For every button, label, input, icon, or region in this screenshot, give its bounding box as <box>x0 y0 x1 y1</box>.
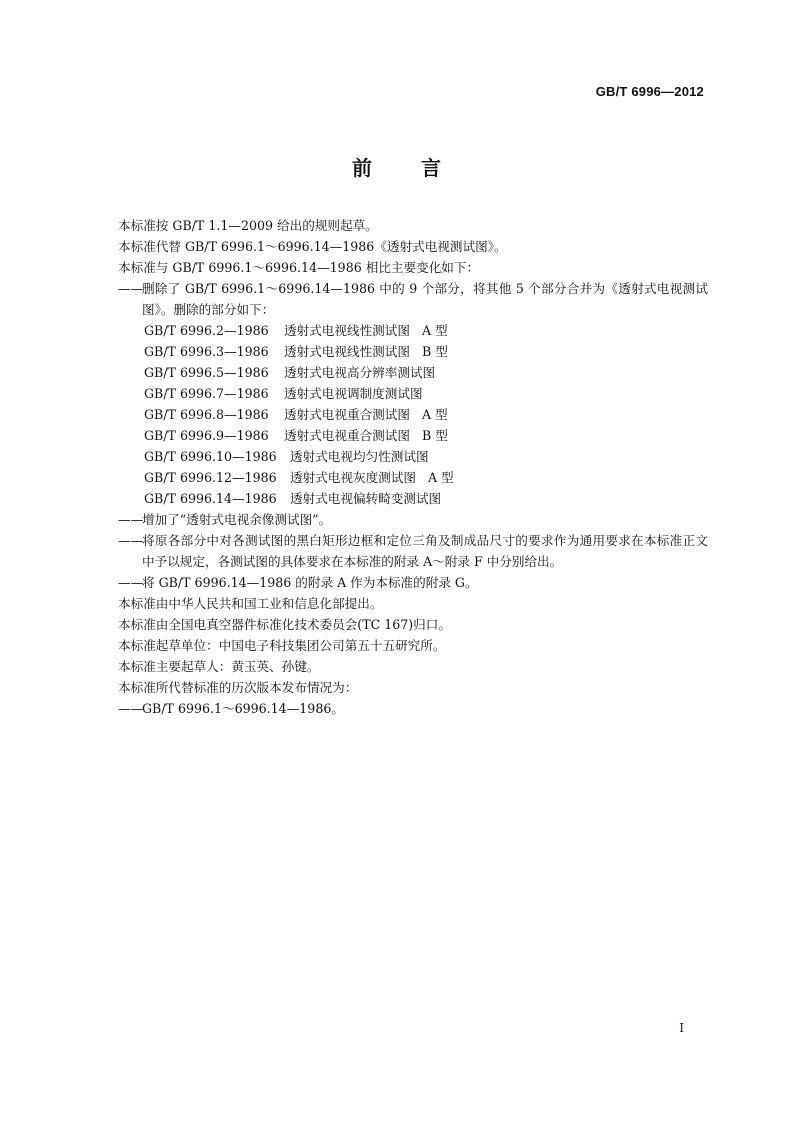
dash-mark: —— <box>118 533 144 548</box>
dash-mark: —— <box>118 575 144 590</box>
dash-item-appendix <box>118 572 708 593</box>
list-item <box>118 425 708 446</box>
dash-mark: —— <box>118 281 144 296</box>
paragraph-changes-intro: 本标准与 GB/T 6996.1～6996.14—1986 相比主要变化如下： <box>118 260 480 275</box>
paragraph-committee: 本标准由全国电真空器件标准化技术委员会(TC 167)归口。 <box>118 617 451 632</box>
list-item <box>118 488 708 509</box>
part-name: 透射式电视重合测试图 <box>284 407 410 422</box>
part-name: 透射式电视线性测试图 <box>284 344 410 359</box>
paragraph-drafting-rules: 本标准按 GB/T 1.1—2009 给出的规则起草。 <box>118 218 378 233</box>
paragraph-drafters: 本标准主要起草人：黄玉英、孙键。 <box>118 659 320 674</box>
part-name: 透射式电视线性测试图 <box>284 323 410 338</box>
dash-item-history <box>118 698 708 719</box>
list-item <box>118 446 708 467</box>
part-type: B 型 <box>421 428 448 443</box>
paragraph-drafting-unit: 本标准起草单位：中国电子科技集团公司第五十五研究所。 <box>118 638 446 653</box>
dash-item-text: 增加了“透射式电视余像测试图”。 <box>142 512 332 527</box>
paragraph-replaces: 本标准代替 GB/T 6996.1～6996.14—1986《透射式电视测试图》。 <box>118 239 507 254</box>
part-code: GB/T 6996.8—1986 <box>144 407 269 422</box>
list-item <box>118 467 708 488</box>
deleted-parts-list <box>118 320 708 509</box>
part-code: GB/T 6996.3—1986 <box>144 344 269 359</box>
dash-item-text: 将 GB/T 6996.14—1986 的附录 A 作为本标准的附录 G。 <box>142 575 478 590</box>
part-type: A 型 <box>427 470 454 485</box>
part-code: GB/T 6996.12—1986 <box>144 470 277 485</box>
dash-item-text: 将原各部分中对各测试图的黑白矩形边框和定位三角及制成品尺寸的要求作为通用要求在本标准正文中予以规定，各测试图的具体要求在本标准的附录 A～附录 F 中分别给出。 <box>142 533 708 569</box>
part-code: GB/T 6996.10—1986 <box>144 449 277 464</box>
page-title: 前 言 <box>352 156 442 180</box>
list-item <box>118 362 708 383</box>
part-code: GB/T 6996.2—1986 <box>144 323 269 338</box>
dash-mark: —— <box>118 512 144 527</box>
part-type: A 型 <box>421 407 448 422</box>
part-type: B 型 <box>421 344 448 359</box>
list-item <box>118 404 708 425</box>
dash-item-added-chart <box>118 509 708 530</box>
part-code: GB/T 6996.9—1986 <box>144 428 269 443</box>
dash-item-text: GB/T 6996.1～6996.14—1986。 <box>142 701 344 716</box>
part-name: 透射式电视调制度测试图 <box>284 386 423 401</box>
document-body <box>118 215 708 719</box>
part-name: 透射式电视高分辨率测试图 <box>284 365 436 380</box>
part-code: GB/T 6996.7—1986 <box>144 386 269 401</box>
part-code: GB/T 6996.5—1986 <box>144 365 269 380</box>
part-name: 透射式电视灰度测试图 <box>290 470 416 485</box>
page-number: I <box>679 1021 684 1035</box>
list-item <box>118 341 708 362</box>
dash-item-deleted-parts <box>118 278 708 320</box>
part-name: 透射式电视均匀性测试图 <box>290 449 429 464</box>
part-name: 透射式电视重合测试图 <box>284 428 410 443</box>
part-name: 透射式电视偏转畸变测试图 <box>290 491 442 506</box>
part-code: GB/T 6996.14—1986 <box>144 491 277 506</box>
list-item <box>118 383 708 404</box>
standard-number: GB/T 6996—2012 <box>595 84 704 99</box>
dash-item-general-requirements <box>118 530 708 572</box>
paragraph-proposer: 本标准由中华人民共和国工业和信息化部提出。 <box>118 596 383 611</box>
paragraph-history-intro: 本标准所代替标准的历次版本发布情况为： <box>118 680 358 695</box>
list-item <box>118 320 708 341</box>
dash-item-text: 删除了 GB/T 6996.1～6996.14—1986 中的 9 个部分，将其他 5 个部分合并为《透射式电视测试图》。删除的部分如下： <box>142 281 708 317</box>
part-type: A 型 <box>421 323 448 338</box>
dash-mark: —— <box>118 701 144 716</box>
